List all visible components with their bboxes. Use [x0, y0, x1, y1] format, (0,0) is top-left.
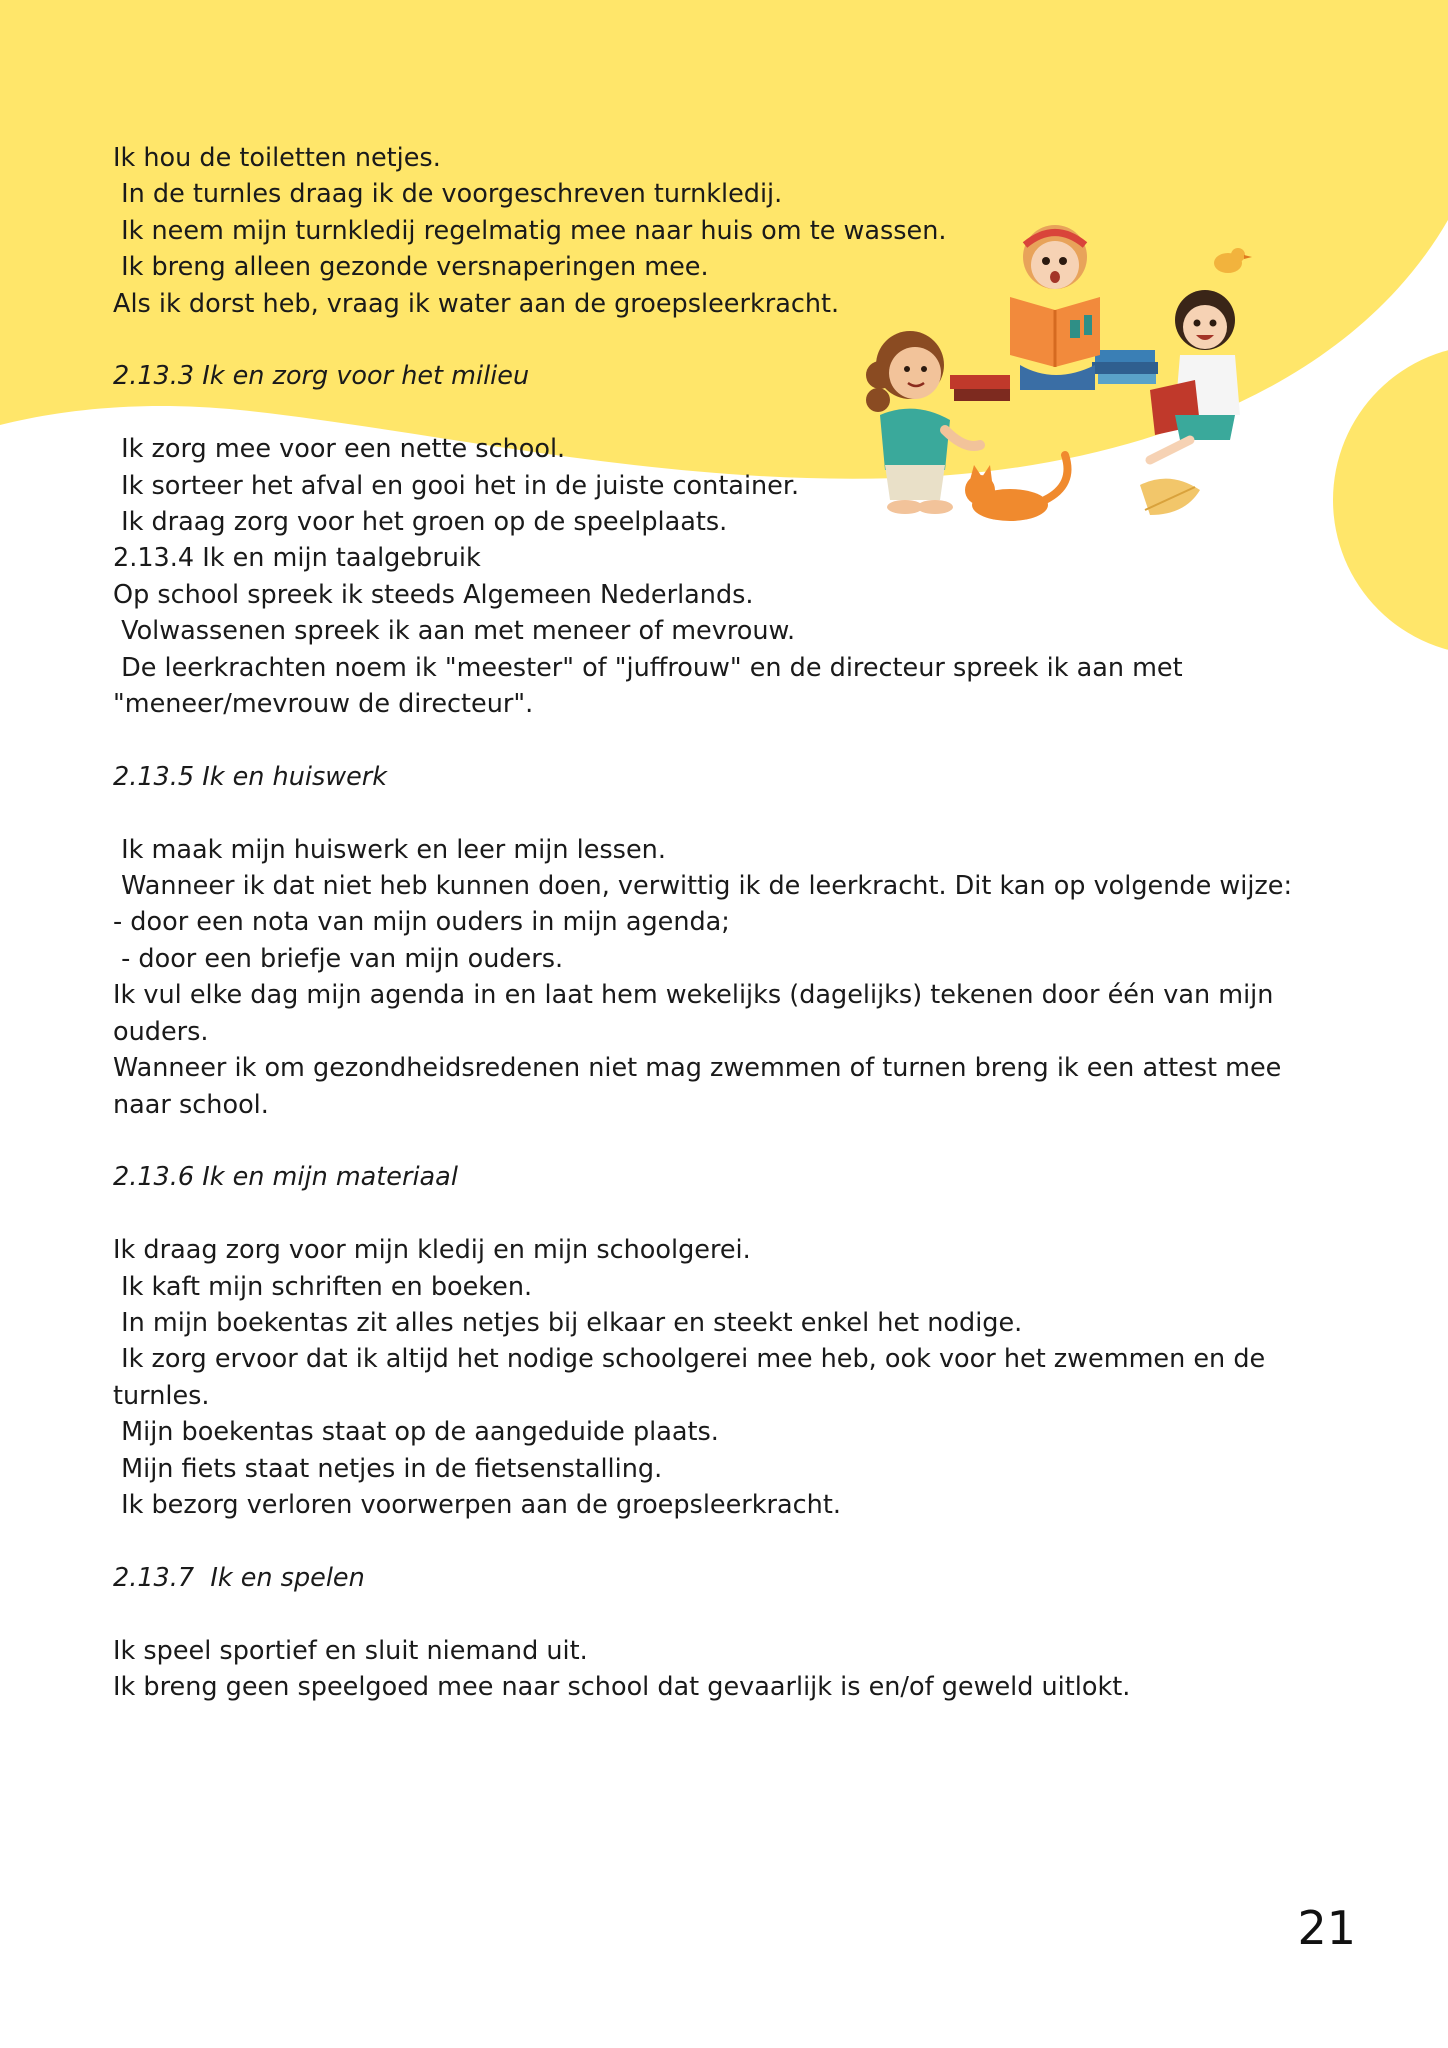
paragraph-line: Wanneer ik dat niet heb kunnen doen, verwittig ik de leerkracht. Dit kan op volgende wijze: [113, 871, 1293, 902]
section-heading: 2.13.5 Ik en huiswerk [113, 761, 388, 792]
blank-line [113, 1123, 1353, 1159]
paragraph-line: Volwassenen spreek ik aan met meneer of mevrouw. [113, 616, 796, 647]
paragraph-line: Als ik dorst heb, vraag ik water aan de groepsleerkracht. [113, 288, 840, 319]
paragraph-line: Ik hou de toiletten netjes. [113, 143, 441, 173]
paragraph-line: De leerkrachten noem ik "meester" of "juffrouw" en de directeur spreek ik aan met [113, 652, 1183, 683]
paragraph-line: Op school spreek ik steeds Algemeen Nederlands. [113, 579, 754, 610]
paragraph-line: Ik breng geen speelgoed mee naar school dat gevaarlijk is en/of geweld uitlokt. [113, 1671, 1131, 1702]
paragraph-line: Ik sorteer het afval en gooi het in de juiste container. [113, 470, 800, 501]
paragraph-line: Ik vul elke dag mijn agenda in en laat hem wekelijks (dagelijks) tekenen door één van mijn [113, 980, 1274, 1011]
blank-line [113, 1523, 1353, 1559]
paragraph-line: Ik zorg ervoor dat ik altijd het nodige schoolgerei mee heb, ook voor het zwemmen en de [113, 1344, 1266, 1375]
page-number: 21 [1297, 1901, 1356, 1955]
paragraph-line: Wanneer ik om gezondheidsredenen niet mag zwemmen of turnen breng ik een attest mee [113, 1053, 1282, 1084]
paragraph-line: Ik breng alleen gezonde versnaperingen mee. [113, 252, 709, 283]
section-heading: 2.13.3 Ik en zorg voor het milieu [113, 361, 530, 392]
blank-line [113, 722, 1353, 758]
blank-line [113, 795, 1353, 831]
paragraph-line: Ik neem mijn turnkledij regelmatig mee naar huis om te wassen. [113, 215, 947, 246]
paragraph-line: 2.13.4 Ik en mijn taalgebruik [113, 543, 481, 574]
paragraph-line: Mijn boekentas staat op de aangeduide plaats. [113, 1417, 719, 1448]
paragraph-line: "meneer/mevrouw de directeur". [113, 689, 534, 720]
paragraph-line: Ik zorg mee voor een nette school. [113, 434, 566, 465]
paragraph-line: ouders. [113, 1016, 209, 1047]
blank-line [113, 395, 1353, 431]
blank-line [113, 1596, 1353, 1632]
blank-line [113, 322, 1353, 358]
paragraph-line: Ik kaft mijn schriften en boeken. [113, 1271, 533, 1302]
paragraph-line: Ik draag zorg voor mijn kledij en mijn schoolgerei. [113, 1235, 751, 1266]
paragraph-line: - door een briefje van mijn ouders. [113, 943, 564, 974]
paragraph-line: - door een nota van mijn ouders in mijn agenda; [113, 907, 730, 938]
blank-line [113, 1196, 1353, 1232]
paragraph-line: Mijn fiets staat netjes in de fietsenstalling. [113, 1453, 663, 1484]
paragraph-line: turnles. [113, 1380, 210, 1411]
paragraph-line: Ik speel sportief en sluit niemand uit. [113, 1635, 588, 1666]
document-body [113, 140, 1353, 1705]
paragraph-line: Ik draag zorg voor het groen op de speelplaats. [113, 507, 728, 538]
section-heading: 2.13.6 Ik en mijn materiaal [113, 1162, 458, 1193]
section-heading: 2.13.7 Ik en spelen [113, 1562, 365, 1593]
paragraph-line: naar school. [113, 1089, 269, 1120]
paragraph-line: Ik maak mijn huiswerk en leer mijn lessen. [113, 834, 666, 865]
paragraph-line: In mijn boekentas zit alles netjes bij elkaar en steekt enkel het nodige. [113, 1307, 1023, 1338]
paragraph-line: In de turnles draag ik de voorgeschreven turnkledij. [113, 179, 783, 210]
paragraph-line: Ik bezorg verloren voorwerpen aan de groepsleerkracht. [113, 1489, 841, 1520]
